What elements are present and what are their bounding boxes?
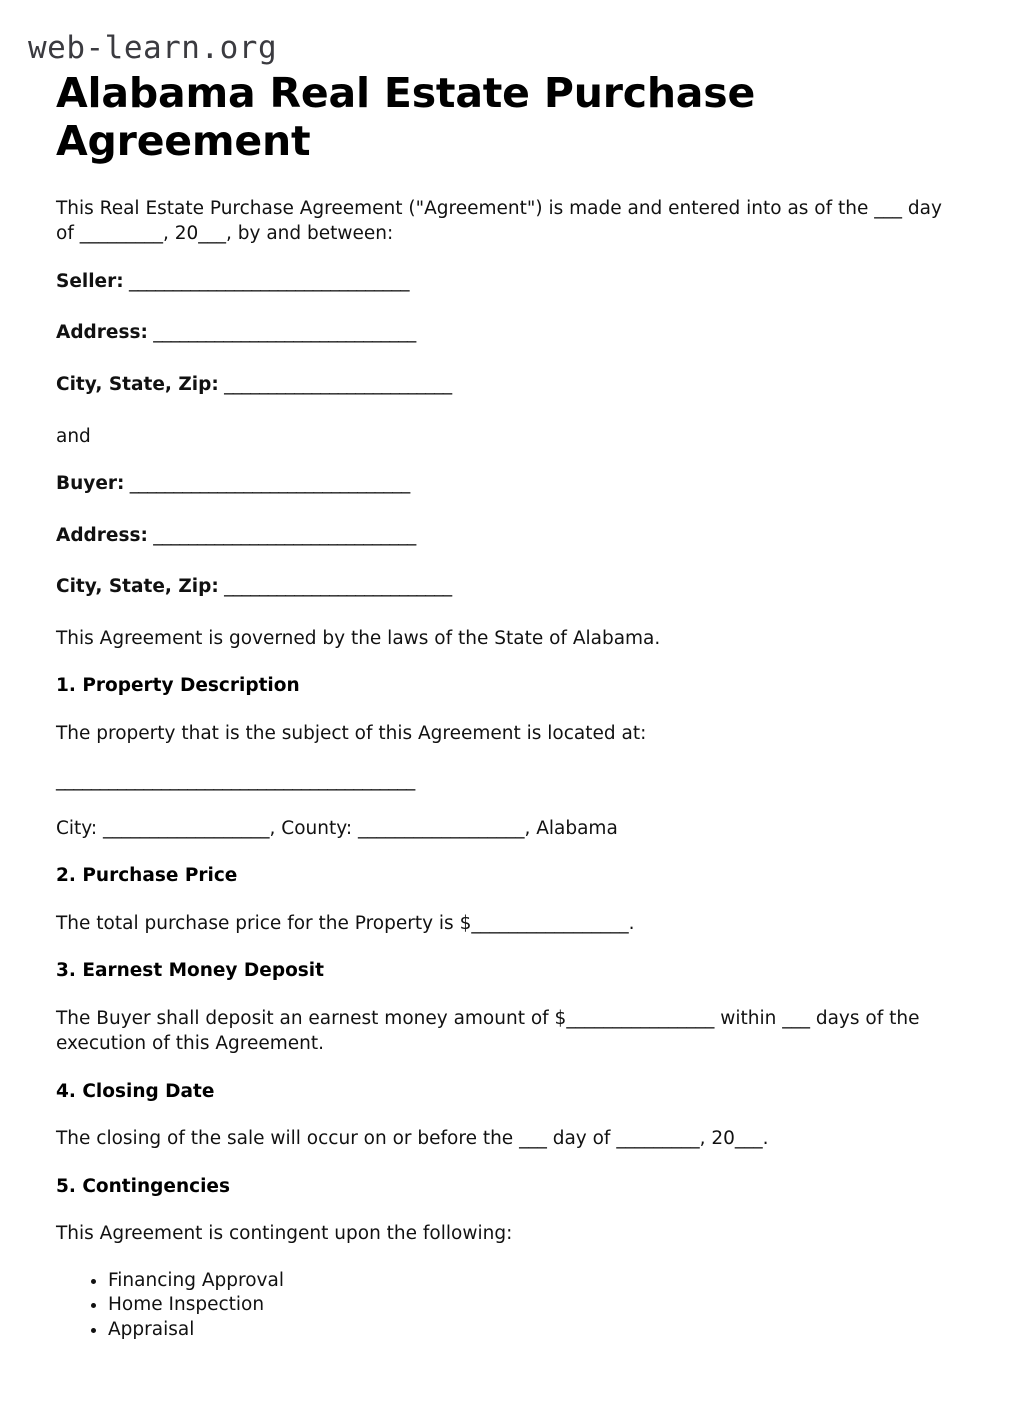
buyer-city-state-zip-blank: __________________________ [218, 576, 452, 598]
list-item: • Appraisal [108, 1318, 969, 1342]
seller-city-state-zip-field [56, 372, 969, 398]
section-heading-closing-date: 4. Closing Date [56, 1080, 215, 1102]
seller-address-label: Address: [56, 322, 148, 344]
buyer-name-field [56, 471, 969, 497]
section-body-earnest-money-deposit: The Buyer shall deposit an earnest money amount of $________________ within ___ days of the execution of this Agreement. [56, 1007, 920, 1055]
property-address-blank: _________________________________________ [56, 770, 415, 792]
buyer-city-state-zip-field [56, 574, 969, 600]
seller-name-field [56, 269, 969, 295]
seller-address-field [56, 320, 969, 346]
seller-city-state-zip-blank: __________________________ [218, 374, 452, 395]
property-location-line: City: __________________, County: __________________, Alabama [56, 817, 618, 839]
section-heading-property-description: 1. Property Description [56, 675, 300, 697]
buyer-address-field [56, 523, 969, 549]
contingency-list [56, 1269, 969, 1342]
section-heading-earnest-money-deposit: 3. Earnest Money Deposit [56, 960, 324, 982]
section-body-purchase-price: The total purchase price for the Property is $_________________. [56, 912, 635, 934]
section-heading-contingencies: 5. Contingencies [56, 1175, 230, 1197]
seller-name-label: Seller: [56, 270, 124, 292]
buyer-address-label: Address: [56, 524, 148, 546]
list-item: • Financing Approval [108, 1269, 969, 1293]
section-body-contingencies: This Agreement is contingent upon the following: [56, 1223, 513, 1245]
seller-address-blank: ______________________________ [147, 322, 416, 344]
site-watermark: web-learn.org [28, 30, 278, 66]
section-body-closing-date: The closing of the sale will occur on or before the ___ day of _________, 20___. [56, 1128, 769, 1150]
buyer-address-blank: ______________________________ [147, 524, 416, 546]
page-title: Alabama Real Estate Purchase Agreement [56, 69, 756, 165]
intro-paragraph: This Real Estate Purchase Agreement ("Agreement") is made and entered into as of the ___ day of _________, 20___, by and between: [56, 197, 942, 245]
conjunction-text: and [56, 425, 91, 447]
section-body-property-description: The property that is the subject of this Agreement is located at: [56, 722, 647, 744]
seller-city-state-zip-label: City, State, Zip: [56, 374, 219, 395]
buyer-name-blank: ________________________________ [124, 473, 410, 495]
governing-law-paragraph: This Agreement is governed by the laws of the State of Alabama. [56, 627, 661, 649]
buyer-city-state-zip-label: City, State, Zip: [56, 576, 219, 598]
list-item: • Home Inspection [108, 1293, 969, 1317]
buyer-name-label: Buyer: [56, 473, 125, 495]
seller-name-blank: ________________________________ [123, 270, 410, 292]
section-heading-purchase-price: 2. Purchase Price [56, 865, 238, 887]
